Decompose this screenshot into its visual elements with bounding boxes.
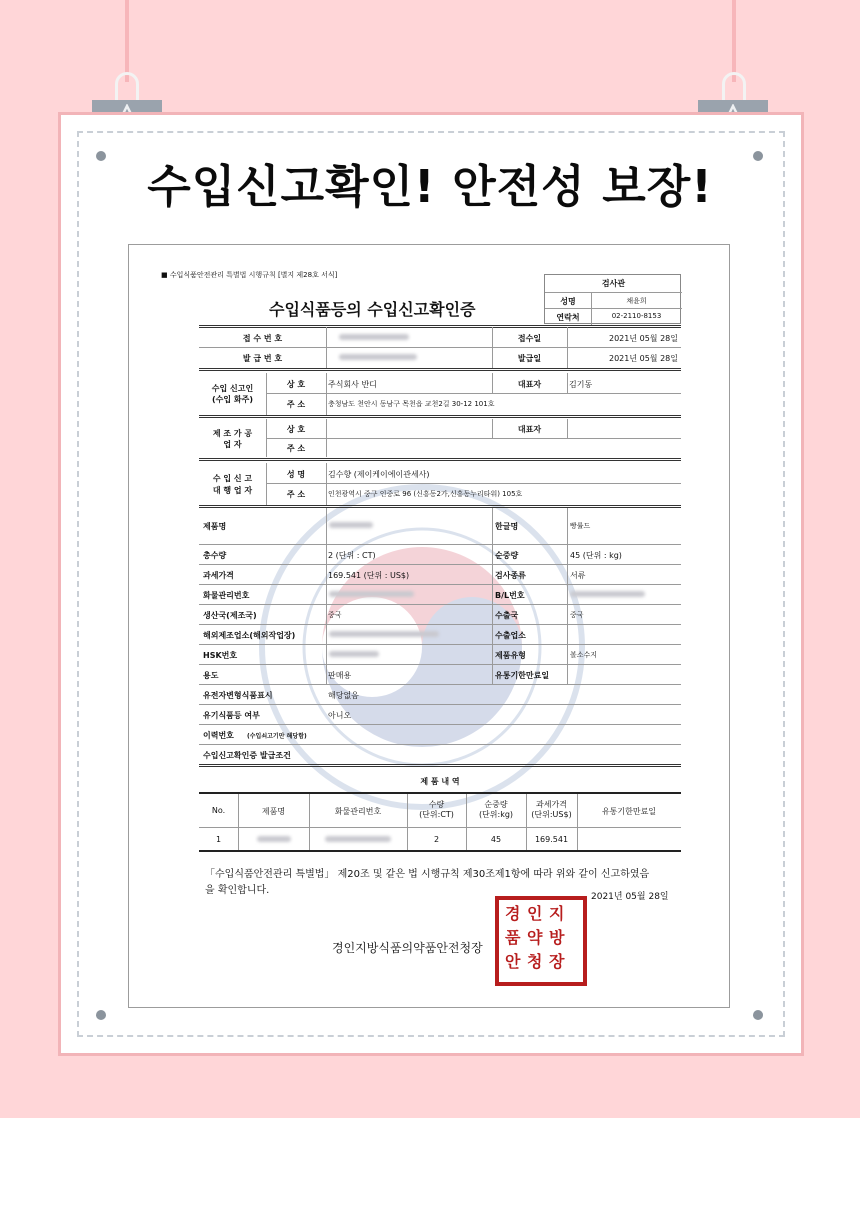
inspection-type: 서류: [570, 571, 586, 580]
trace-number-label: 이력번호: [203, 731, 234, 740]
gmo-label: 유전자변형식품표시: [203, 691, 273, 700]
footer-statement-cont: 을 확인합니다.: [205, 885, 270, 896]
issuer: 경인지방식품의약품안전청장: [332, 941, 483, 955]
issue-number-redacted: [339, 354, 417, 360]
total-qty-label: 총수량: [203, 551, 227, 560]
agent-address: 인천광역시 중구 인중로 96 (신흥동2가,신흥동누리타워) 105호: [328, 490, 523, 498]
importer-company: 주식회사 반디: [328, 380, 377, 389]
seal-glyph: 경: [505, 904, 521, 923]
hsk-number-label: HSK번호: [203, 651, 238, 660]
seal-glyph: 장: [549, 952, 565, 971]
korean-name: 빵률드: [570, 522, 591, 530]
product-name-redacted: [329, 522, 373, 528]
expiry-label: 유통기한만료일: [495, 671, 550, 680]
product-name-label: 제품명: [203, 522, 227, 531]
col-cargo-no: 화물관리번호: [334, 807, 382, 816]
row-weight: 45: [490, 835, 502, 844]
issue-date-label: 발급일: [517, 354, 542, 363]
inspector-box: [544, 274, 681, 324]
inspection-type-label: 검사종류: [495, 571, 526, 580]
gmo-value: 해당없음: [328, 691, 359, 700]
footer-date: 2021년 05월 28일: [591, 892, 669, 902]
inspector-contact-label: 연락처: [556, 313, 580, 322]
taxable-price: 169.541 (단위 : US$): [328, 571, 410, 580]
export-country: 중국: [570, 611, 584, 619]
agent-sublabel: 대 행 업 자: [212, 486, 253, 495]
usage-label: 용도: [203, 671, 219, 680]
seal-glyph: 청: [527, 952, 543, 971]
seal-glyph: 품: [505, 928, 521, 947]
receipt-date-label: 접수일: [517, 334, 542, 343]
corner-dot: [96, 1010, 106, 1020]
export-country-label: 수출국: [495, 611, 519, 620]
origin-country-label: 생산국(제조국): [203, 611, 257, 620]
foreign-manufacturer-redacted: [329, 631, 439, 637]
manufacturer-label: 제 조 가 공: [212, 429, 253, 438]
issue-number-label: 발 급 번 호: [242, 354, 283, 363]
row-price: 169.541: [534, 835, 569, 844]
col-price: 과세가격 (단위:US$): [531, 800, 572, 819]
bl-number-redacted: [570, 591, 645, 597]
taxable-price-label: 과세가격: [203, 571, 234, 580]
col-qty: 수량 (단위:CT): [419, 800, 454, 819]
agent-label: 수 입 신 고: [212, 474, 253, 483]
importer-label: 수입 신고인: [211, 384, 254, 393]
net-weight-label: 순중량: [495, 551, 519, 560]
col-weight: 순중량 (단위:kg): [478, 800, 514, 819]
importer-company-label: 상 호: [286, 380, 306, 389]
importer-address: 충청남도 천안시 동남구 목천읍 교천2길 30-12 101호: [328, 400, 495, 408]
document-title: 수입식품등의 수입신고확인증: [269, 300, 476, 319]
col-expiry: 유통기한만료일: [601, 807, 657, 816]
total-qty: 2 (단위 : CT): [328, 551, 376, 560]
issue-date: 2021년 05월 28일: [609, 354, 678, 363]
ministry-emblem-watermark-icon: [257, 482, 587, 812]
manufacturer-company-label: 상 호: [286, 425, 306, 434]
product-section-title: 제 품 내 역: [420, 777, 460, 786]
importer-rep-label: 대표자: [517, 380, 542, 389]
footer-statement: 「수입식품안전관리 특별법」 제20조 및 같은 법 시행규칙 제30조제1항에 따라 위와 같이 신고하였음: [205, 869, 650, 880]
headline: 수입신고확인! 안전성 보장!: [147, 160, 713, 213]
row-product-name-redacted: [257, 836, 291, 842]
agent-name: 김수향 (제이케이에이관세사): [328, 470, 430, 479]
usage: 판매용: [328, 671, 352, 680]
trace-number-note: (수입쇠고기만 해당함): [247, 733, 307, 740]
product-type-label: 제품유형: [495, 651, 526, 660]
exporter-label: 수출업소: [495, 631, 526, 640]
hsk-number-redacted: [329, 651, 379, 657]
net-weight: 45 (단위 : kg): [570, 551, 622, 560]
agent-name-label: 성 명: [286, 470, 306, 479]
cargo-number-redacted: [329, 591, 414, 597]
import-certificate: [128, 244, 730, 1008]
importer-rep: 김기동: [569, 380, 593, 389]
hanging-string-right: [732, 0, 736, 82]
inspector-contact: 02-2110-8153: [611, 312, 662, 320]
seal-glyph: 안: [505, 952, 521, 971]
manufacturer-address-label: 주 소: [286, 444, 306, 453]
row-no: 1: [215, 835, 222, 844]
manufacturer-rep-label: 대표자: [517, 425, 542, 434]
form-reference: ■ 수입식품안전관리 특별법 시행규칙 [별지 제28호 서식]: [161, 271, 338, 279]
seal-glyph: 인: [527, 904, 543, 923]
inspector-header: 검사관: [601, 279, 626, 288]
bl-number-label: B/L번호: [495, 591, 525, 600]
issue-condition-label: 수입신고확인증 발급조건: [203, 751, 291, 760]
seal-glyph: 방: [549, 928, 565, 947]
row-cargo-no-redacted: [325, 836, 391, 842]
hanging-string-left: [125, 0, 129, 82]
agent-address-label: 주 소: [286, 490, 306, 499]
inspector-name: 채윤희: [626, 297, 647, 305]
receipt-date: 2021년 05월 28일: [609, 334, 678, 343]
corner-dot: [753, 1010, 763, 1020]
official-seal-icon: [495, 896, 587, 986]
cargo-number-label: 화물관리번호: [203, 591, 250, 600]
col-product-name: 제품명: [261, 807, 286, 816]
seal-glyph: 약: [527, 928, 543, 947]
organic-label: 유기식품등 여부: [203, 711, 260, 720]
korean-name-label: 한글명: [495, 522, 519, 531]
receipt-number-label: 접 수 번 호: [242, 334, 283, 343]
foreign-manufacturer-label: 해외제조업소(해외작업장): [203, 631, 296, 640]
seal-glyph: 지: [549, 904, 565, 923]
product-type: 볼소수지: [570, 651, 598, 659]
importer-address-label: 주 소: [286, 400, 306, 409]
inspector-name-label: 성명: [560, 297, 576, 306]
receipt-number-redacted: [339, 334, 409, 340]
importer-sublabel: (수입 화주): [211, 395, 253, 404]
origin-country: 중국: [328, 611, 342, 619]
row-qty: 2: [433, 835, 440, 844]
manufacturer-sublabel: 업 자: [223, 440, 242, 449]
organic-value: 아니오: [328, 711, 352, 720]
col-no: No.: [211, 806, 226, 815]
